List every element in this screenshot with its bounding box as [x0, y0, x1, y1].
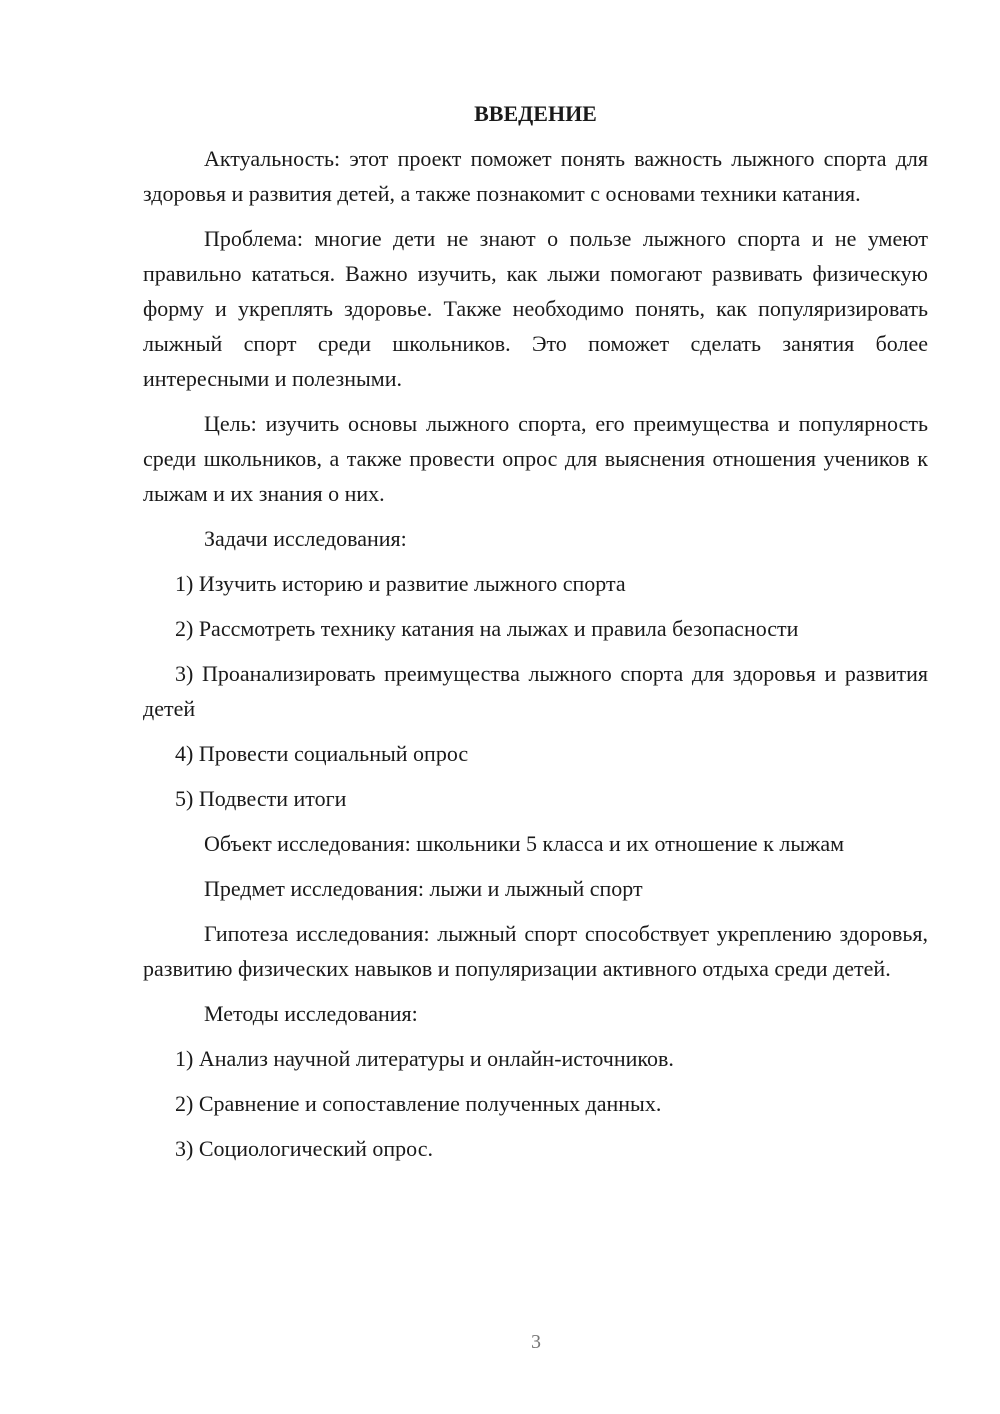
- tasks-heading: Задачи исследования:: [204, 526, 407, 551]
- research-subject: Предмет исследования: лыжи и лыжный спорт: [204, 876, 643, 901]
- task-item: 3) Проанализировать преимущества лыжного спорта для здоровья и развития детей: [143, 661, 928, 721]
- method-item: 1) Анализ научной литературы и онлайн-источников.: [175, 1046, 674, 1071]
- methods-heading: Методы исследования:: [204, 1001, 418, 1026]
- task-item: 1) Изучить историю и развитие лыжного спорта: [175, 571, 626, 596]
- page-number: 3: [531, 1331, 541, 1353]
- problem-paragraph: Проблема: многие дети не знают о пользе лыжного спорта и не умеют правильно кататься. Важно изучить, как лыжи помогают развивать физическую форму и укреплять здоровье. Также необходимо понять, как популяризировать лыжный спорт среди школьников. Это поможет сделать занятия более интересными и полезными.: [143, 226, 928, 391]
- goal-paragraph: Цель: изучить основы лыжного спорта, его преимущества и популярность среди школьников, а также провести опрос для выяснения отношения учеников к лыжам и их знания о них.: [143, 411, 928, 506]
- task-item: 4) Провести социальный опрос: [175, 741, 469, 766]
- method-item: 3) Социологический опрос.: [175, 1136, 433, 1161]
- research-object: Объект исследования: школьники 5 класса и их отношение к лыжам: [204, 831, 845, 856]
- research-hypothesis: Гипотеза исследования: лыжный спорт способствует укреплению здоровья, развитию физических навыков и популяризации активного отдыха среди детей.: [143, 921, 928, 981]
- task-item: 5) Подвести итоги: [175, 786, 347, 811]
- section-heading: ВВЕДЕНИЕ: [474, 101, 597, 126]
- relevance-paragraph: Актуальность: этот проект поможет понять важность лыжного спорта для здоровья и развития детей, а также познакомит с основами техники катания.: [143, 146, 928, 206]
- document-body: [143, 96, 928, 1176]
- method-item: 2) Сравнение и сопоставление полученных данных.: [175, 1091, 662, 1116]
- task-item: 2) Рассмотреть технику катания на лыжах и правила безопасности: [175, 616, 799, 641]
